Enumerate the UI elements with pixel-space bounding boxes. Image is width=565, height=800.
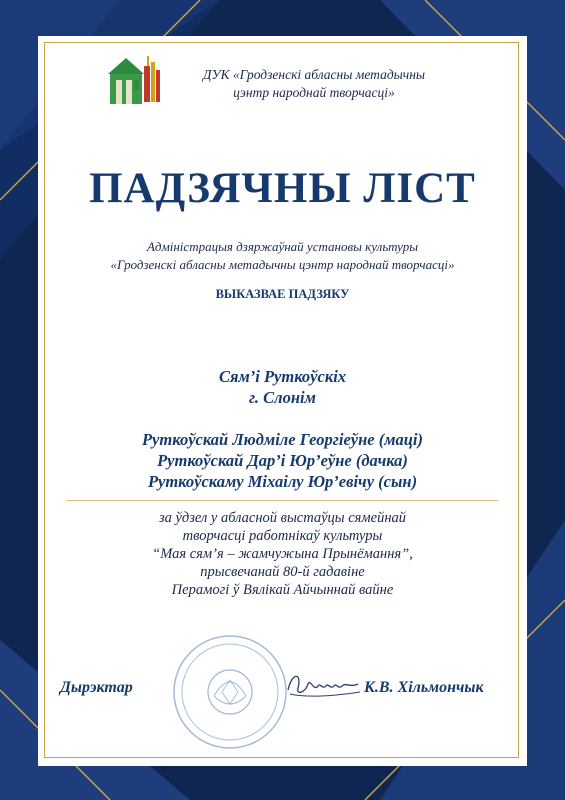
organization-name-line2: цэнтр народнай творчасці» xyxy=(233,85,395,100)
organization-logo-icon xyxy=(104,52,162,106)
divider-line xyxy=(66,500,498,501)
signatory-name: К.В. Хільмончык xyxy=(364,679,484,696)
reason-line5: Перамогі ў Вялікай Айчыннай вайне xyxy=(171,582,394,598)
signatory-title: Дырэктар xyxy=(60,679,133,696)
administration-text xyxy=(40,238,525,274)
administration-line1: Адміністрацыя дзяржаўнай установы культуры xyxy=(146,239,419,254)
recipient-person-1: Руткоўскай Людміле Георгіеўне (маці) xyxy=(141,430,424,449)
official-stamp-icon xyxy=(170,632,290,752)
recipient-family: Сям’і Руткоўскіх xyxy=(218,367,347,386)
reason-line2: творчасці работнікаў культуры xyxy=(182,528,383,544)
recipient-person-2: Руткоўскай Дар’і Юр’еўне (дачка) xyxy=(157,451,408,470)
organization-name xyxy=(184,66,444,102)
reason-line4: прысвечанай 80-й гадавіне xyxy=(200,564,365,580)
expresses-thanks-text: ВЫКАЗВАЕ ПАДЗЯКУ xyxy=(215,287,350,301)
recipient-city: г. Слонім xyxy=(249,388,316,407)
organization-name-line1: ДУК «Гродзенскі абласны метадычны xyxy=(202,67,426,82)
director-signature-icon xyxy=(284,664,364,704)
recipient-person-3: Руткоўскаму Міхаілу Юр’евічу (сын) xyxy=(147,472,418,491)
reason-text xyxy=(40,509,525,599)
certificate-title: ПАДЗЯЧНЫ ЛІСТ xyxy=(89,165,476,212)
administration-line2: «Гродзенскі абласны метадычны цэнтр народнай творчасці» xyxy=(110,257,455,272)
reason-line3: “Мая сям’я – жамчужына Прынёмання”, xyxy=(152,546,413,562)
reason-line1: за ўдзел у абласной выстаўцы сямейнай xyxy=(158,510,407,526)
